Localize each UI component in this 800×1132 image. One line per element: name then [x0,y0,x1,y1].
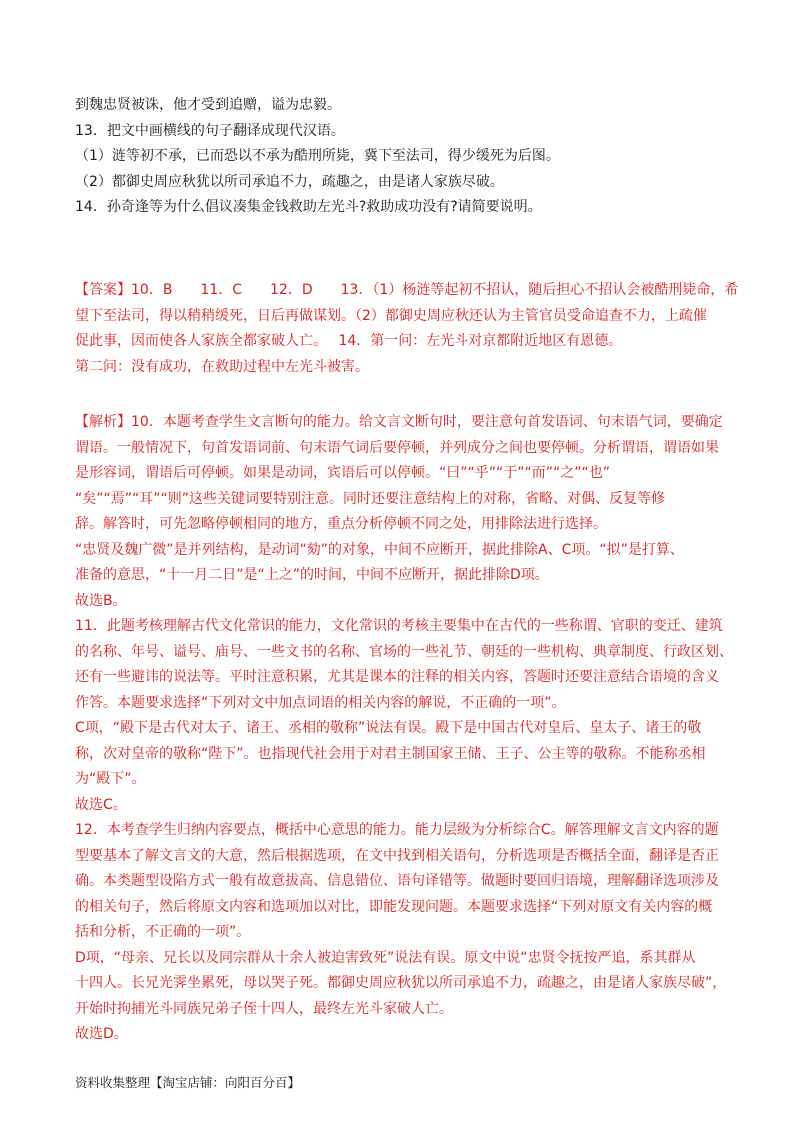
analysis-line: 是形容词，谓语后可停顿。如果是动词，宾语后可以停顿。“曰”“乎”“于”“而”“之”“也” [75,465,611,481]
analysis-line: 作答。本题要求选择“下列对文中加点词语的相关内容的解说，不正确的一项”。 [75,694,566,711]
question-line: 13．把文中画横线的句子翻译成现代汉语。 [75,122,345,139]
analysis-line: 故选D。 [75,1026,128,1042]
page-footer: 资料收集整理【淘宝店铺：向阳百分百】 [75,1075,301,1090]
analysis-line: 型要基本了解文言文的大意，然后根据选项，在文中找到相关语句，分析选项是否概括全面，翻译是否正 [75,847,719,864]
analysis-line: 括和分析，不正确的一项”。 [75,924,251,940]
answer-line: 【答案】10．B 11．C 12．D 13．（1）杨涟等起初不招认，随后担心不招认会被酷刑毙命，希 [75,282,739,298]
analysis-line: 故选C。 [75,796,127,813]
answer-line: 望下至法司，得以稍稍缓死，日后再做谋划。（2）都御史周应秋还认为主管官员受命追查不力，上疏催 [75,307,707,324]
question-line: （2）都御史周应秋犹以所司承追不力，疏趣之，由是诸人家族尽破。 [75,173,504,190]
analysis-line: “忠贤及魏广微”是并列结构，是动词“劾”的对象，中间不应断开，据此排除A、C项。“拟”是打算、 [75,541,684,558]
analysis-line: 辞。解答时，可先忽略停顿相同的地方，重点分析停顿不同之处，用排除法进行选择。 [75,516,607,532]
answer-section [75,278,739,380]
analysis-line: 故选B。 [75,592,127,609]
analysis-line: 准备的意思，“十一月二日”是“上之”的时间，中间不应断开，据此排除D项。 [75,567,549,583]
question-line: 到魏忠贤被诛，他才受到追赠，谥为忠毅。 [75,97,341,113]
analysis-line: “矣”“焉”“耳”“则”这些关键词要特别注意。同时还要注意结构上的对称，省略、对偶、反复等修 [75,490,666,507]
question-section [75,93,727,221]
question-line: （1）涟等初不承，已而恐以不承为酷刑所毙，冀下至法司，得少缓死为后图。 [75,148,560,164]
analysis-line: C项，“殿下是古代对太子、诸王、丞相的敬称”说法有误。殿下是中国古代对皇后、皇太子、诸王的敬 [75,720,702,736]
analysis-line: 还有一些避讳的说法等。平时注意积累，尤其是课本的注释的相关内容，答题时还要注意结合语境的含义 [75,669,719,685]
analysis-line: 为“殿下”。 [75,771,146,787]
analysis-line: D项，“母亲、兄长以及同宗群从十余人被迫害致死”说法有误。原文中说“忠贤令抚按严追，系其群从 [75,949,696,966]
analysis-line: 确。本类题型设陷方式一般有故意拔高、信息错位、语句译错等。做题时要回归语境，理解翻译选项涉及 [75,873,719,889]
analysis-line: 十四人。长兄光霁坐累死，母以哭子死。都御史周应秋犹以所司承追不力，疏趣之，由是诸人家族尽破”， [75,975,727,991]
analysis-line: 的相关句子，然后将原文内容和选项加以对比，即能发现问题。本题要求选择“下列对原文有关内容的概 [75,898,713,915]
answer-line: 促此事，因而使各人家族全都家破人亡。 14．第一问：左光斗对京都附近地区有恩德。 [75,333,623,349]
analysis-line: 11．此题考核理解古代文化常识的能力，文化常识的考核主要集中在古代的一些称谓、官职的变迁、建筑 [75,618,723,634]
analysis-line: 开始时拘捕光斗同族兄弟子侄十四人，最终左光斗家破人亡。 [75,1000,453,1017]
analysis-section [75,410,733,1048]
analysis-line: 的名称、年号、谥号、庙号、一些文书的名称、官场的一些礼节、朝廷的一些机构、典章制度、行政区划、 [75,643,733,660]
analysis-line: 【解析】10．本题考查学生文言断句的能力。给文言文断句时，要注意句首发语词、句末语气词，要确定 [75,414,723,430]
analysis-line: 12．本考查学生归纳内容要点，概括中心意思的能力。能力层级为分析综合C。解答理解文言文内容的题 [75,822,719,838]
question-line: 14．孙奇逢等为什么倡议凑集金钱救助左光斗?救助成功没有?请简要说明。 [75,199,542,215]
analysis-line: 称，次对皇帝的敬称“陛下”。也指现代社会用于对君主制国家王储、王子、公主等的敬称。不能称丞相 [75,745,706,762]
analysis-line: 谓语。一般情况下，句首发语词前、句末语气词后要停顿，并列成分之间也要停顿。分析谓语，谓语如果 [75,439,719,456]
answer-line: 第二问：没有成功，在救助过程中左光斗被害。 [75,358,369,375]
